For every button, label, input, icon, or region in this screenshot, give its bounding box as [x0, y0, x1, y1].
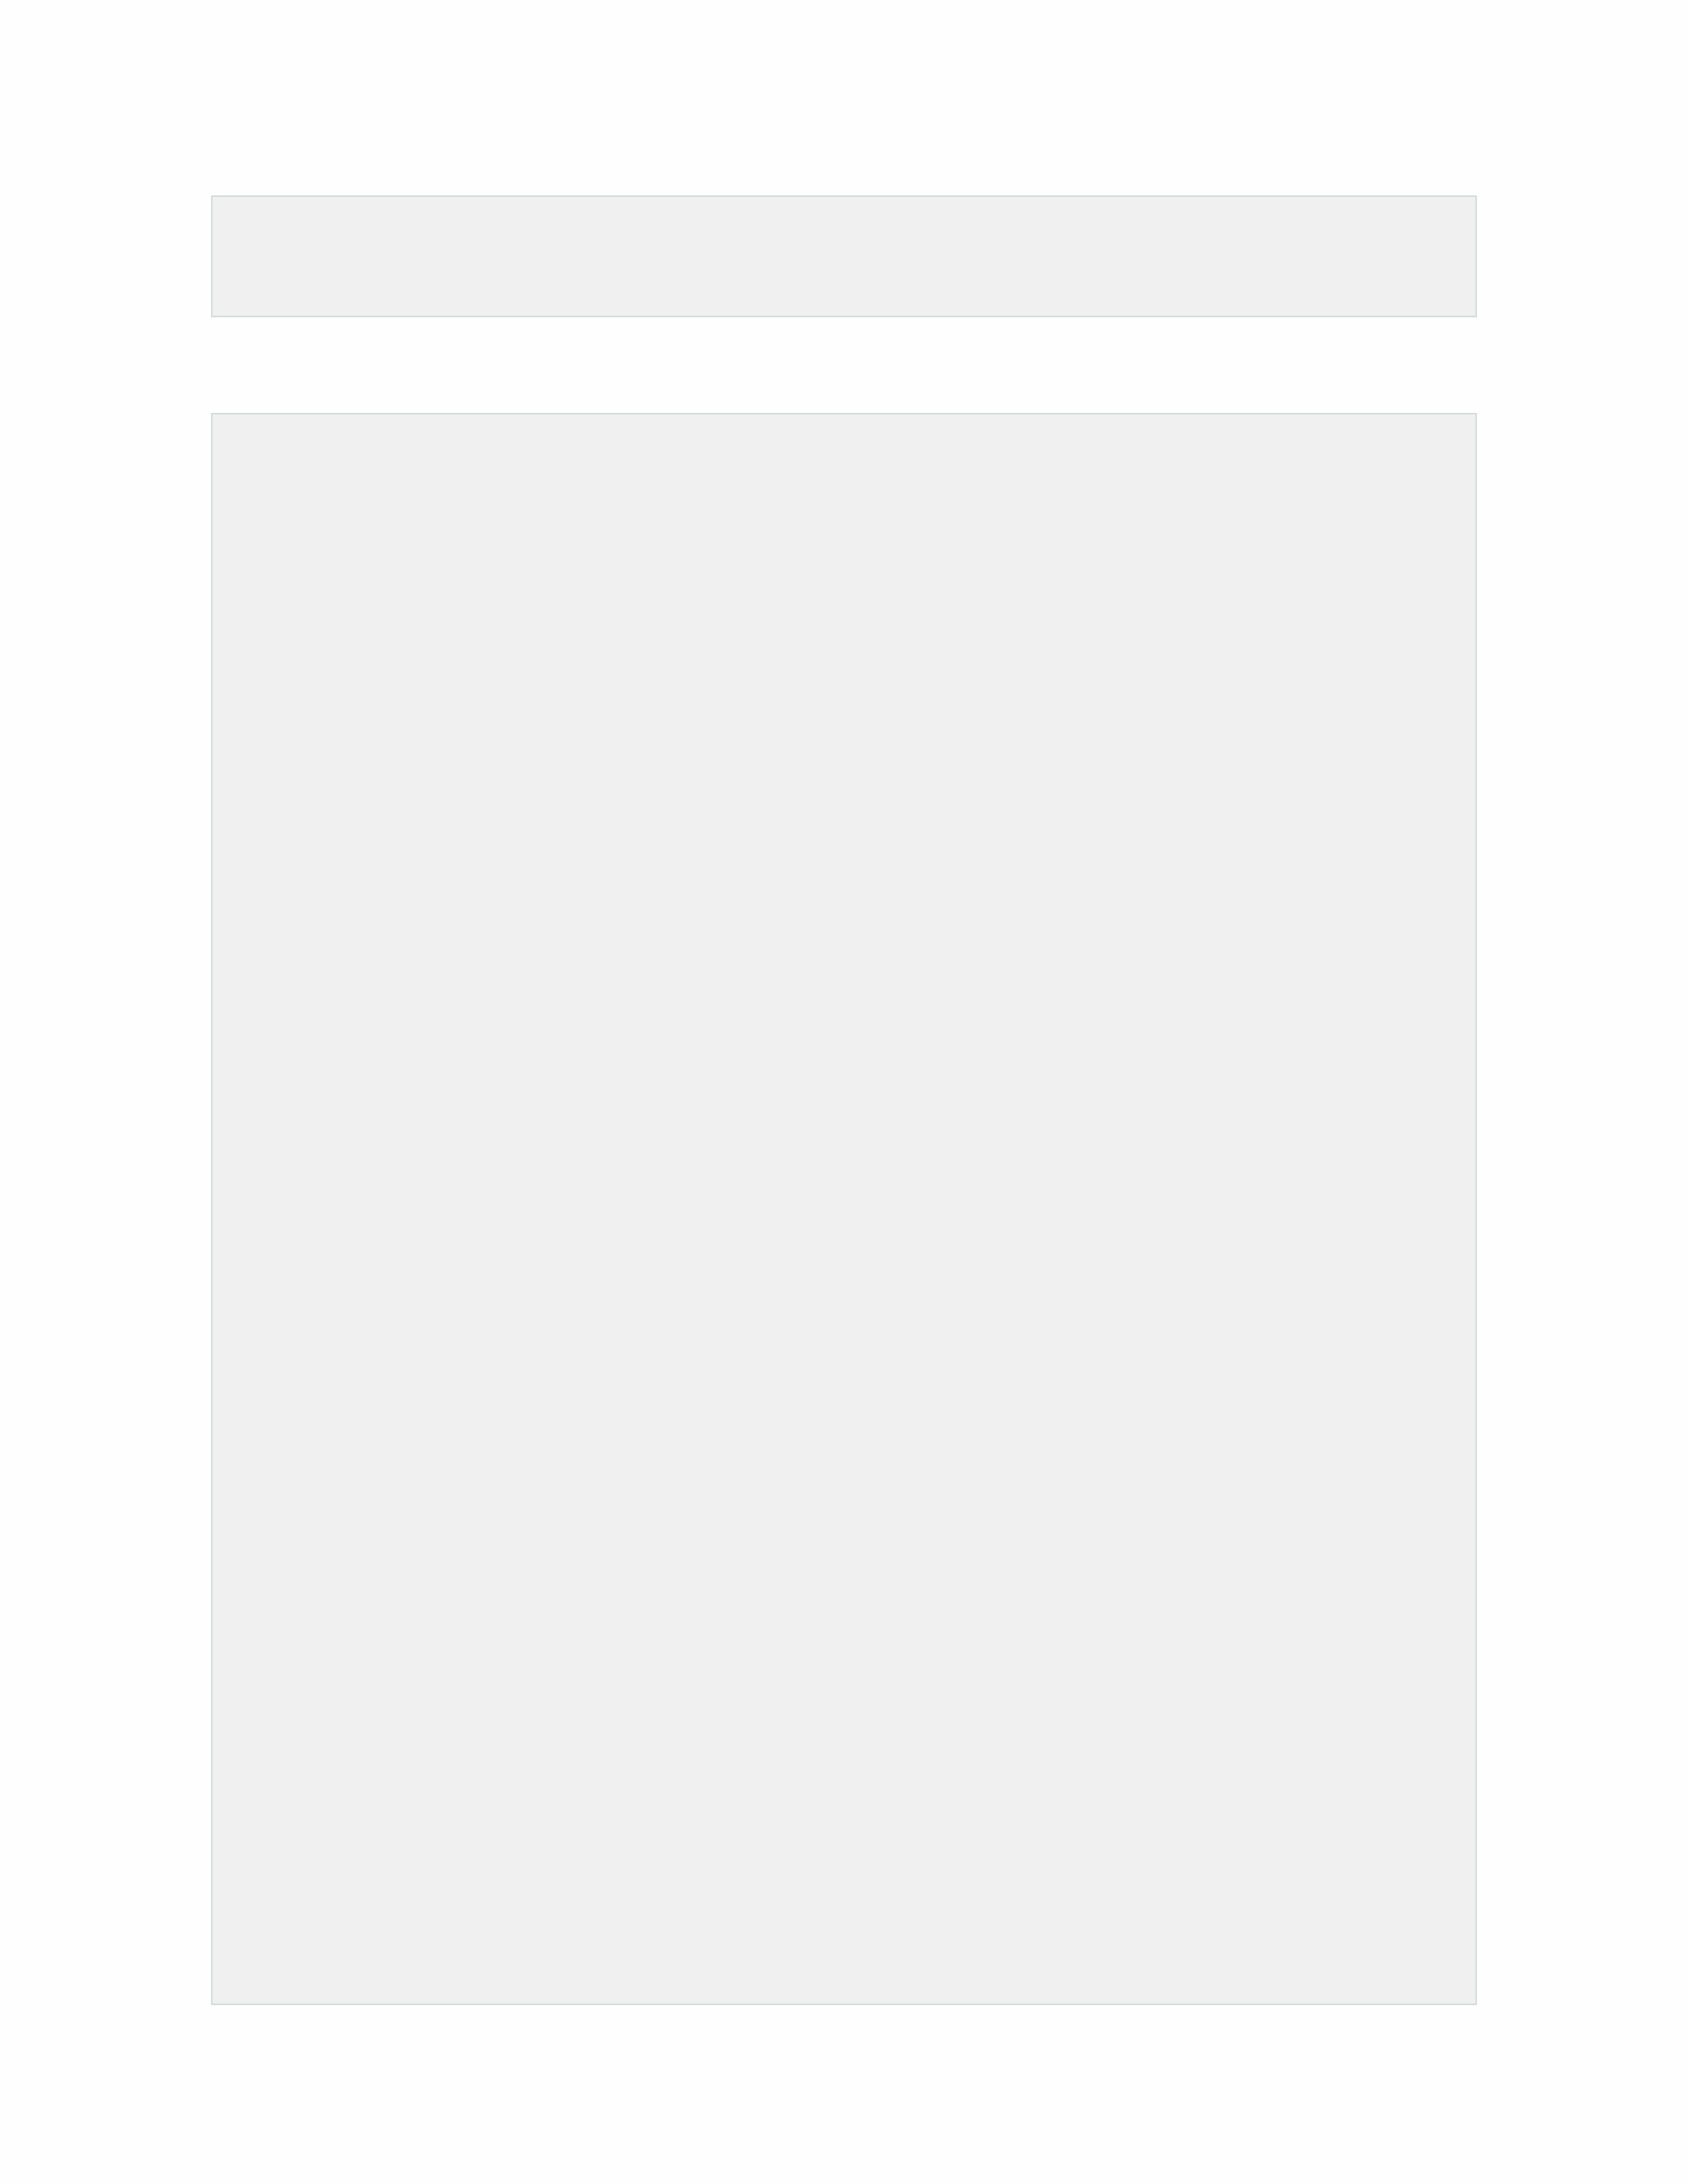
code-text-main	[247, 443, 280, 505]
code-snippet-truck-bmp	[211, 413, 1477, 2005]
code-snippet-top	[211, 195, 1477, 317]
